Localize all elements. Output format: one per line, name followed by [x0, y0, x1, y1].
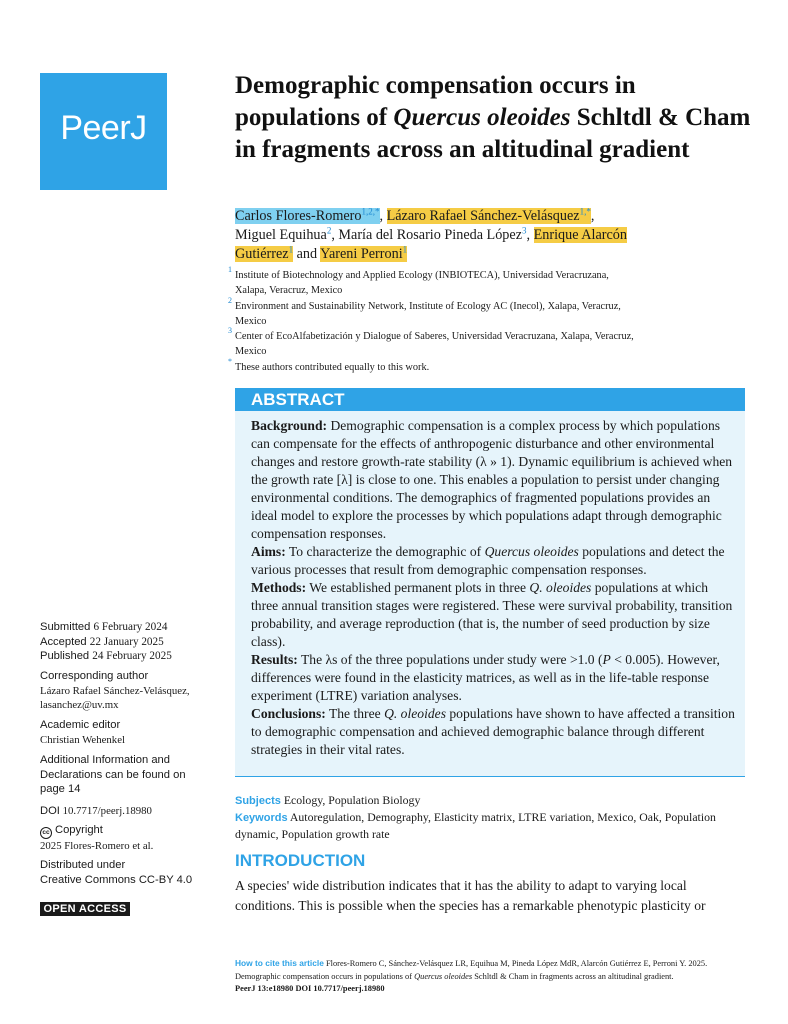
open-access-badge: OPEN ACCESS	[40, 902, 130, 916]
affiliation-2: 2 Environment and Sustainability Network, Institute of Ecology AC (Inecol), Xalapa, Veracruz, Mexico	[228, 295, 621, 327]
copyright-text: 2025 Flores-Romero et al.	[40, 840, 154, 852]
introduction-text: A species' wide distribution indicates that it has the ability to adapt to varying local conditions. This is possible when the species has a remarkable phenotypic plasticity or	[235, 878, 706, 913]
dates-block	[40, 620, 220, 664]
subjects-line: Subjects Ecology, Population Biology	[235, 793, 421, 807]
abstract-conclusions: Conclusions: The three Q. oleoides populations have shown to have affected a transition to demographic compensation and achieved demographic balance through different strategies in their vital rates.	[251, 706, 735, 757]
copyright-block: cc Copyright 2025 Flores-Romero et al.	[40, 823, 220, 854]
submitted-date: Submitted 6 February 2024	[40, 621, 168, 633]
corresponding-name: Lázaro Rafael Sánchez-Velásquez,	[40, 684, 190, 697]
article-title: Demographic compensation occurs in populations of Quercus oleoides Schltdl & Cham in fragments across an altitudinal gradient	[235, 72, 751, 163]
abstract-methods: Methods: We established permanent plots in three Q. oleoides populations at which three annual transition stages were registered. These were survival probability, transition probability, and average reproduction (that is, the number of seed production by size class).	[251, 580, 733, 649]
cite-doi[interactable]: PeerJ 13:e18980 DOI 10.7717/peerj.18980	[235, 984, 385, 993]
published-date: Published 24 February 2025	[40, 650, 172, 662]
keywords-line: Keywords Autoregulation, Demography, Elasticity matrix, LTRE variation, Mexico, Oak, Population dynamic, Population growth rate	[235, 810, 716, 841]
subjects-keywords	[235, 792, 735, 842]
editor-block	[40, 718, 220, 747]
author-2[interactable]: Lázaro Rafael Sánchez-Velásquez$^{1,*}$	[386, 206, 591, 224]
doi-block[interactable]: DOI 10.7717/peerj.18980	[40, 805, 152, 817]
abstract-results: Results: The λs of the three populations under study were >1.0 (P < 0.005). However, differences were found in the elasticity matrices, as well as in the life-table response experiment (LTRE) variation analyses.	[251, 652, 720, 703]
cite-label: How to cite this article	[235, 958, 324, 968]
corresponding-block	[40, 669, 220, 713]
subjects-text[interactable]: Ecology, Population Biology	[283, 793, 421, 807]
citation-footer: How to cite this article Flores-Romero C, Sánchez-Velásquez LR, Equihua M, Pineda López MdR, Alarcón Gutiérrez E, Perroni Y. 2025. Demographic compensation occurs in populations of Quercus oleoides Schltdl & Cham in fragments across an altitudinal gradient. PeerJ 13:e18980 DOI 10.7717/peerj.18980	[235, 958, 708, 993]
affiliation-3: 3 Center of EcoAlfabetización y Dialogue of Saberes, Universidad Veracruzana, Xalapa, Veracruz, Mexico	[228, 326, 634, 358]
editor-label: Academic editor	[40, 719, 121, 731]
accepted-date: Accepted 22 January 2025	[40, 635, 164, 648]
equal-contribution-note: * These authors contributed equally to this work.	[228, 356, 430, 373]
author-1[interactable]: Carlos Flores-Romero$^{1,2,*}$	[235, 206, 380, 224]
corresponding-email[interactable]: lasanchez@uv.mx	[40, 699, 119, 711]
abstract-box	[235, 388, 745, 777]
affiliation-1: 1 Institute of Biotechnology and Applied Ecology (INBIOTECA), Universidad Veracruzana, Xalapa, Veracruz, Mexico	[228, 265, 609, 297]
journal-logo	[40, 73, 167, 190]
logo-text: PeerJ	[60, 109, 147, 147]
keywords-text[interactable]: Autoregulation, Demography, Elasticity matrix, LTRE variation, Mexico, Oak, Population dynamic, Population growth rate	[235, 810, 716, 841]
author-5-cont[interactable]: Gutiérrez$^1$	[235, 244, 294, 262]
author-4[interactable]: María del Rosario Pineda López$^3$	[338, 225, 527, 243]
editor-name: Christian Wehenkel	[40, 733, 125, 746]
license-block[interactable]: Distributed under Creative Commons CC-BY 4.0	[40, 859, 193, 886]
additional-info-block[interactable]: Additional Information and Declarations can be found on page 14	[40, 754, 186, 795]
abstract-body	[235, 411, 745, 759]
introduction-heading: INTRODUCTION	[235, 851, 366, 870]
author-3[interactable]: Miguel Equihua$^2$	[235, 225, 332, 243]
creative-commons-icon: cc	[40, 827, 52, 839]
author-6[interactable]: Yareni Perroni$^1$	[320, 244, 408, 262]
affiliations	[228, 265, 698, 375]
abstract-heading: ABSTRACT	[235, 388, 745, 411]
author-5[interactable]: Enrique Alarcón	[533, 227, 627, 243]
author-list: Carlos Flores-Romero$^{1,2,*}$, Lázaro Rafael Sánchez-Velásquez$^{1,*}$, Miguel Equihua$^2$, María del Rosario Pineda López$^3$, Enrique Alarcón Gutiérrez$^1$ and Yareni Perroni$^1$	[235, 206, 627, 262]
abstract-background: Background: Demographic compensation is a complex process by which populations can compensate for the effects of anthropogenic disturbance and other environmental changes and restore growth-rate stability (λ » 1). Dynamic equilibrium is achieved when the growth rate [λ] is close to one. This enables a population to persist under changing environmental conditions. The demographics of fragmented populations provides an ideal model to explore the processes by which populations adapt through demographic compensation responses.	[251, 418, 733, 541]
abstract-aims: Aims: To characterize the demographic of Quercus oleoides populations and detect the various processes that result from demographic compensation responses.	[251, 544, 725, 577]
corresponding-label: Corresponding author	[40, 670, 149, 682]
